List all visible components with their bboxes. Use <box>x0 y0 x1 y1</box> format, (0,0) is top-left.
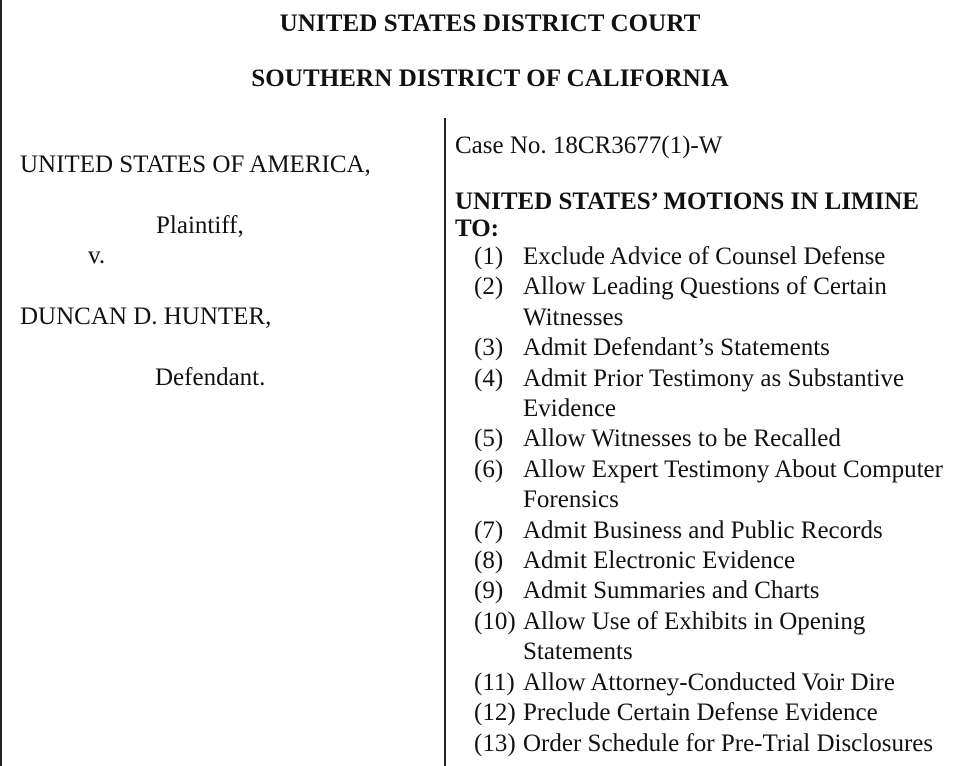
motion-item <box>474 698 980 728</box>
motion-number: (5) <box>474 425 504 453</box>
motion-item <box>474 668 980 698</box>
motion-text: Admit Defendant’s Statements <box>523 334 830 362</box>
motion-text: Admit Business and Public Records <box>523 516 883 544</box>
motion-item <box>474 364 980 425</box>
motion-title: UNITED STATES’ MOTIONS IN LIMINE TO: <box>455 188 919 242</box>
plaintiff-role: Plaintiff, <box>156 212 244 239</box>
motion-number: (4) <box>474 364 504 392</box>
caption-divider <box>444 118 446 766</box>
motion-text: Allow Attorney-Conducted Voir Dire <box>523 668 895 696</box>
motion-item <box>474 729 980 759</box>
motion-number: (2) <box>474 273 504 301</box>
versus-label: v. <box>88 242 106 269</box>
motion-item <box>474 455 980 516</box>
plaintiff-name: UNITED STATES OF AMERICA, <box>20 151 371 178</box>
page-edge-line <box>0 0 2 766</box>
court-name: UNITED STATES DISTRICT COURT <box>279 10 701 37</box>
case-number: Case No. 18CR3677(1)-W <box>455 132 723 159</box>
motion-number: (7) <box>474 516 504 544</box>
motion-number: (10) <box>474 607 516 635</box>
motion-text: Admit Summaries and Charts <box>523 577 820 605</box>
motion-number: (1) <box>474 243 504 270</box>
motion-text: Preclude Certain Defense Evidence <box>523 699 878 727</box>
motion-text: Allow Witnesses to be Recalled <box>523 425 841 453</box>
motion-number: (8) <box>474 547 504 575</box>
motion-number: (9) <box>474 577 504 605</box>
motion-text: Admit Prior Testimony as Substantive Evidence <box>523 364 905 423</box>
defendant-role: Defendant. <box>155 364 266 391</box>
motion-text: Order Schedule for Pre-Trial Disclosures <box>523 729 934 757</box>
motion-number: (13) <box>474 729 516 757</box>
motion-list <box>474 242 980 759</box>
motion-item <box>474 424 980 454</box>
motion-number: (12) <box>474 699 516 727</box>
motion-item <box>474 607 980 668</box>
motion-text: Admit Electronic Evidence <box>523 547 796 575</box>
motion-text: Allow Expert Testimony About Computer Forensics <box>523 455 943 514</box>
motion-item <box>474 333 980 363</box>
motion-number: (6) <box>474 455 504 483</box>
defendant-name: DUNCAN D. HUNTER, <box>20 303 272 330</box>
motion-text: Allow Leading Questions of Certain Witnesses <box>523 273 887 331</box>
motion-number: (3) <box>474 334 504 362</box>
motion-item <box>474 576 980 606</box>
motion-item <box>474 516 980 546</box>
motion-number: (11) <box>474 668 515 696</box>
motion-item <box>474 272 980 333</box>
motion-item <box>474 546 980 576</box>
district-name: SOUTHERN DISTRICT OF CALIFORNIA <box>251 65 729 92</box>
motion-text: Allow Use of Exhibits in Opening Statements <box>523 607 866 666</box>
motion-item <box>474 242 980 272</box>
motion-text: Exclude Advice of Counsel Defense <box>523 243 886 270</box>
